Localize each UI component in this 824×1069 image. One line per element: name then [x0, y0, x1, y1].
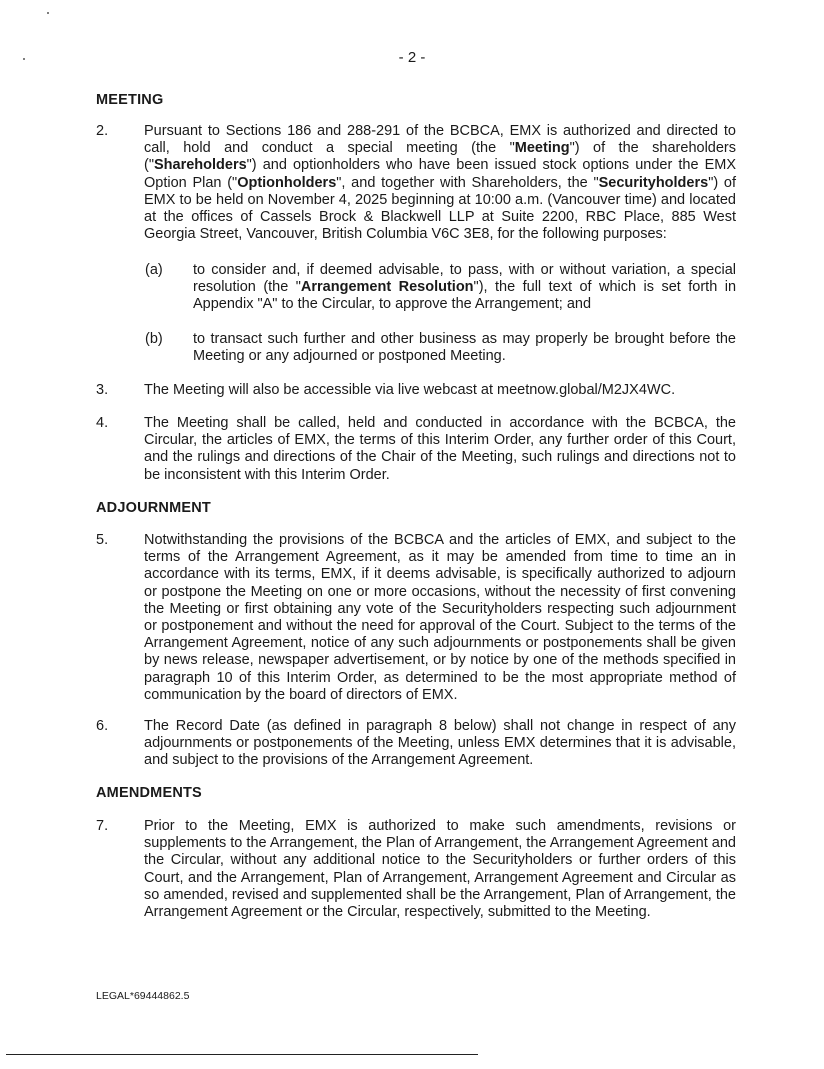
paragraph-number: (b) [145, 331, 163, 347]
paragraph-2 [96, 123, 736, 243]
paragraph-number: 5. [96, 532, 109, 548]
paragraph-text: to transact such further and other business as may properly be brought before the Meeting or any adjourned or postponed Meeting. [193, 331, 736, 365]
paragraph-number: 3. [96, 382, 109, 398]
paragraph-number: 2. [96, 123, 109, 139]
paragraph-number: 6. [96, 718, 109, 734]
paragraph-number: 4. [96, 415, 109, 431]
paragraph-6 [96, 718, 736, 770]
page-bottom-rule [6, 1054, 478, 1055]
paragraph-text: The Meeting will also be accessible via live webcast at meetnow.global/M2JX4WC. [144, 382, 676, 398]
paragraph-text: to consider and, if deemed advisable, to pass, with or without variation, a special resolution (the "Arrangement Resolution"), the full text of which is set forth in Appendix "A" to the Circular, to approve the Arrangement; and [193, 262, 737, 313]
paragraph-number: (a) [145, 262, 163, 278]
document-reference: LEGAL*69444862.5 [96, 990, 190, 1002]
section-heading-adjournment: ADJOURNMENT [96, 500, 211, 516]
paragraph-4 [96, 415, 736, 484]
paragraph-number: 7. [96, 818, 109, 834]
section-heading-amendments: AMENDMENTS [96, 785, 202, 801]
section-heading-meeting: MEETING [96, 92, 164, 108]
paragraph-text: The Meeting shall be called, held and conducted in accordance with the BCBCA, the Circular, the articles of EMX, the terms of this Interim Order, any further order of this Court, and the rulings and directions of the Chair of the Meeting, such rulings and directions not to be inconsistent with this Interim Order. [144, 415, 736, 483]
paragraph-text: Notwithstanding the provisions of the BCBCA and the articles of EMX, and subject to the terms of the Arrangement Agreement, as it may be amended from time to time an in accordance with its terms, EMX, if it deems advisable, is specifically authorized to adjourn or postpone the Meeting on one or more occasions, without the necessity of first convening the Meeting or first obtaining any vote of the Securityholders respecting such adjournment or postponement and without the need for approval of the Court. Subject to the terms of the Arrangement Agreement, notice of any such adjournments or postponements shall be given by news release, newspaper advertisement, or by notice by one of the methods specified in paragraph 10 of this Interim Order, as determined to be the most appropriate method of communication by the board of directors of EMX. [144, 532, 736, 703]
paragraph-text: The Record Date (as defined in paragraph 8 below) shall not change in respect of any adjournments or postponements of the Meeting, unless EMX determines that it is advisable, and subject to the provisions of the Arrangement Agreement. [144, 718, 736, 769]
paragraph-5 [96, 532, 736, 704]
paragraph-2b [145, 331, 736, 365]
page-number: - 2 - [398, 49, 426, 66]
paragraph-text: Pursuant to Sections 186 and 288-291 of the BCBCA, EMX is authorized and directed to call, hold and conduct a special meeting (the "Meeting") of the shareholders ("Shareholders") and optionholders who have been issued stock options under the EMX Option Plan ("Optionholders", and together with Shareholders, the "Securityholders") of EMX to be held on November 4, 2025 beginning at 10:00 a.m. (Vancouver time) and located at the offices of Cassels Brock & Blackwell LLP at Suite 2200, RBC Place, 885 West Georgia Street, Vancouver, British Columbia V6C 3E8, for the following purposes: [144, 123, 736, 243]
scan-speck [47, 12, 49, 14]
paragraph-text: Prior to the Meeting, EMX is authorized to make such amendments, revisions or supplements to the Arrangement, the Plan of Arrangement, the Arrangement Agreement and the Circular, without any additional notice to the Securityholders or further orders of this Court, and the Arrangement, Plan of Arrangement, Arrangement Agreement and Circular as so amended, revised and supplemented shall be the Arrangement, Plan of Arrangement, the Arrangement Agreement or the Circular, respectively, submitted to the Meeting. [144, 818, 736, 921]
paragraph-7 [96, 818, 736, 921]
paragraph-2a [145, 262, 736, 314]
paragraph-3 [96, 382, 736, 399]
